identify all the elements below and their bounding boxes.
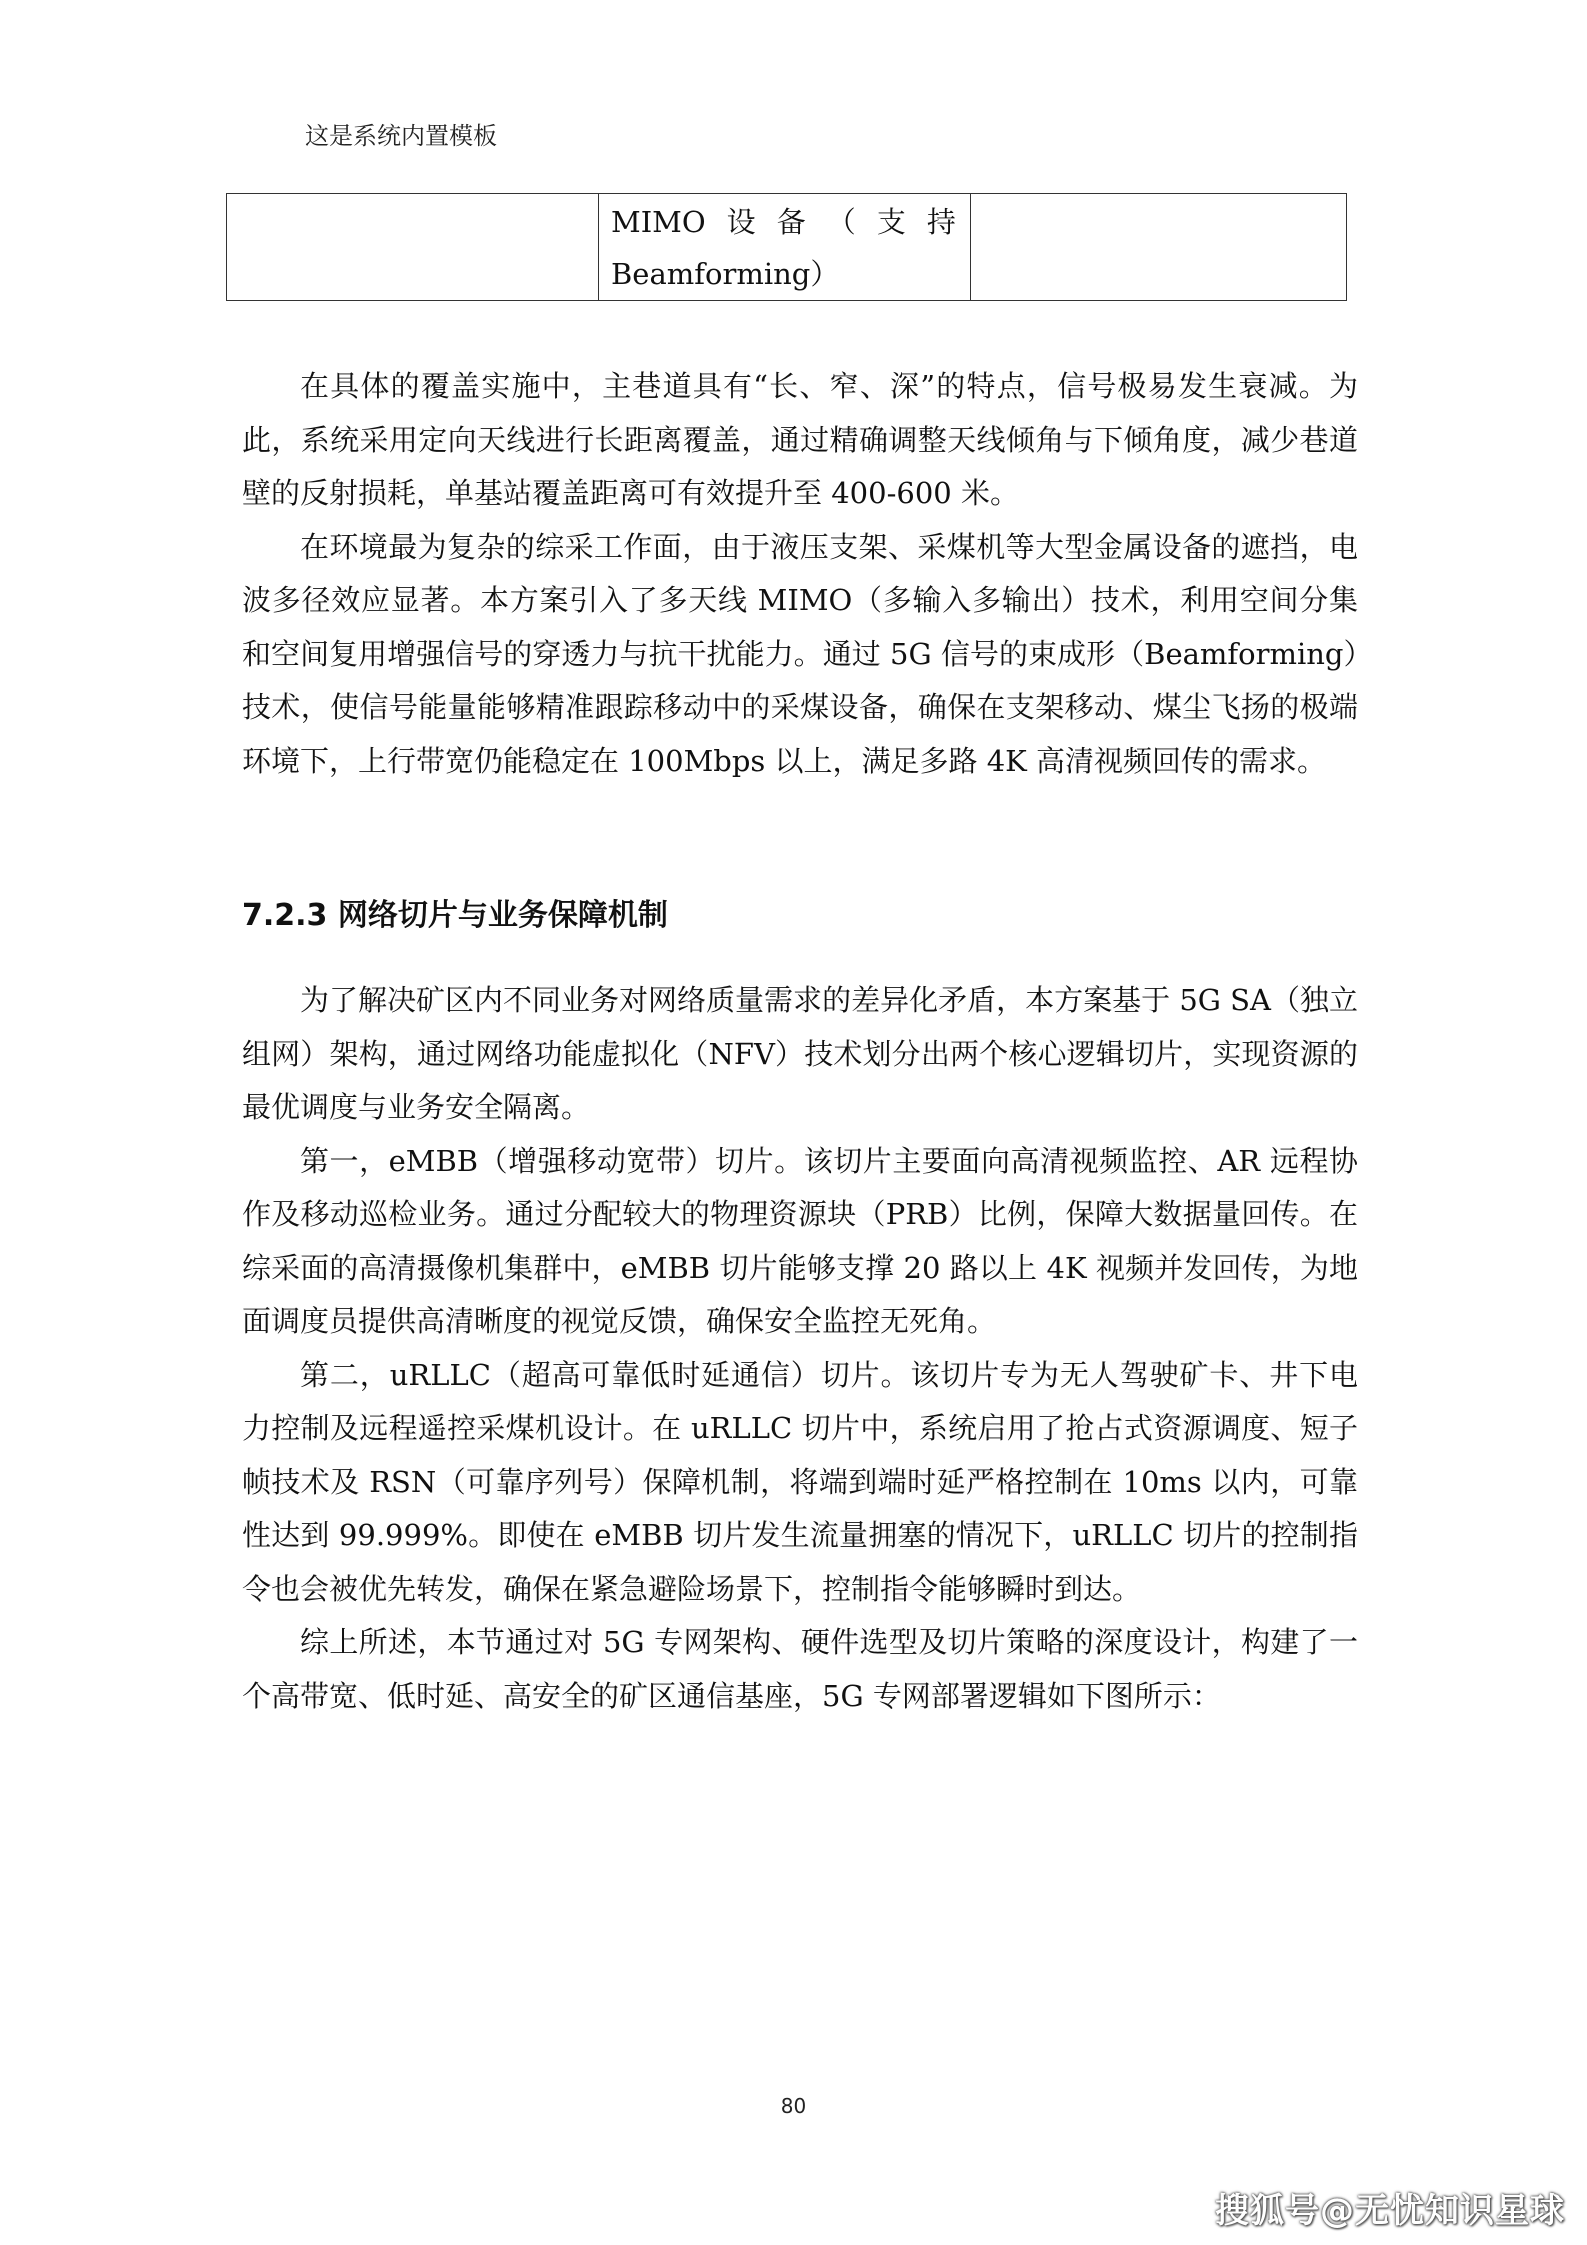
paragraph: 在环境最为复杂的综采工作面，由于液压支架、采煤机等大型金属设备的遮挡，电波多径效应显著。本方案引入了多天线 MIMO（多输入多输出）技术，利用空间分集和空间复用增强信号的穿透力与抗干扰能力。通过 5G 信号的束成形（Beamforming）技术，使信号能量能够精准跟踪移动中的采煤设备，确保在支架移动、煤尘飞扬的极端环境下，上行带宽仍能稳定在 100Mbps 以上，满足多路 4K 高清视频回传的需求。 (242, 529, 1358, 778)
cell-token: 设 (726, 205, 756, 239)
table-row (227, 194, 1347, 301)
cell-token: 持 (926, 205, 956, 239)
body-block-1 (242, 360, 1358, 788)
body-block-2 (242, 974, 1358, 1723)
paragraph: 为了解决矿区内不同业务对网络质量需求的差异化矛盾，本方案基于 5G SA（独立组网）架构，通过网络功能虚拟化（NFV）技术划分出两个核心逻辑切片，实现资源的最优调度与业务安全隔离。 (242, 983, 1358, 1124)
table-cell-empty-left (227, 194, 599, 301)
cell-token: MIMO (611, 205, 706, 239)
watermark: 搜狐号@无忧知识星球 (1215, 2191, 1565, 2231)
table-cell-mimo (599, 194, 971, 301)
cell-token: 支 (876, 205, 906, 239)
table-cell-line-1 (611, 196, 956, 248)
paragraph: 综上所述，本节通过对 5G 专网架构、硬件选型及切片策略的深度设计，构建了一个高带宽、低时延、高安全的矿区通信基座，5G 专网部署逻辑如下图所示： (242, 1625, 1358, 1713)
cell-token: 备 (776, 205, 806, 239)
cell-token: （ (826, 205, 856, 239)
table-cell-empty-right (971, 194, 1347, 301)
continued-table (226, 193, 1347, 301)
paragraph: 第一，eMBB（增强移动宽带）切片。该切片主要面向高清视频监控、AR 远程协作及移动巡检业务。通过分配较大的物理资源块（PRB）比例，保障大数据量回传。在综采面的高清摄像机集群中，eMBB 切片能够支撑 20 路以上 4K 视频并发回传，为地面调度员提供高清晰度的视觉反馈，确保安全监控无死角。 (242, 1143, 1358, 1338)
section-heading: 7.2.3 网络切片与业务保障机制 (242, 898, 668, 933)
template-note: 这是系统内置模板 (305, 122, 497, 150)
table-cell-line-2: Beamforming） (611, 257, 840, 291)
page-number: 80 (780, 2094, 807, 2118)
paragraph: 在具体的覆盖实施中，主巷道具有“长、窄、深”的特点，信号极易发生衰减。为此，系统采用定向天线进行长距离覆盖，通过精确调整天线倾角与下倾角度，减少巷道壁的反射损耗，单基站覆盖距离可有效提升至 400-600 米。 (242, 369, 1358, 510)
paragraph: 第二，uRLLC（超高可靠低时延通信）切片。该切片专为无人驾驶矿卡、井下电力控制及远程遥控采煤机设计。在 uRLLC 切片中，系统启用了抢占式资源调度、短子帧技术及 RSN（可靠序列号）保障机制，将端到端时延严格控制在 10ms 以内，可靠性达到 99.999%。即使在 eMBB 切片发生流量拥塞的情况下，uRLLC 切片的控制指令也会被优先转发，确保在紧急避险场景下，控制指令能够瞬时到达。 (242, 1357, 1358, 1606)
